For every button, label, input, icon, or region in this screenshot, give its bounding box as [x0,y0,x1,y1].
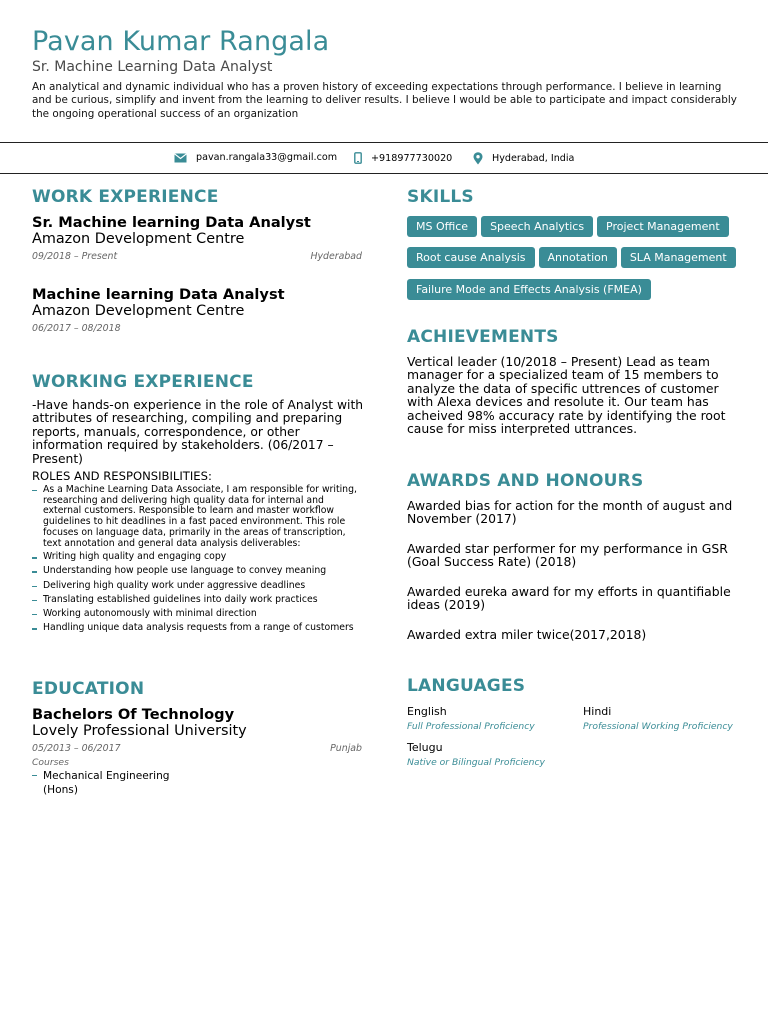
candidate-name: Pavan Kumar Rangala [32,26,330,57]
language-name: Hindi [583,705,612,718]
job-dates: 09/2018 – Present [32,251,118,262]
achievements-heading: ACHIEVEMENTS [407,327,559,347]
school-name: Lovely Professional University [32,723,247,739]
job-meta [32,323,362,334]
languages-heading: LANGUAGES [407,676,526,696]
contact-phone[interactable] [354,152,452,164]
email-text: pavan.rangala33@gmail.com [196,152,338,163]
education-dates: 05/2013 – 06/2017 [32,743,121,754]
list-item: Mechanical Engineering (Hons) [32,770,182,797]
list-item: Handling unique data analysis requests from a range of customers [32,623,362,634]
candidate-title: Sr. Machine Learning Data Analyst [32,59,273,75]
working-experience-heading: WORKING EXPERIENCE [32,372,254,392]
list-item: Working autonomously with minimal direction [32,609,362,620]
skill-tag: Annotation [539,247,617,268]
awards-heading: AWARDS AND HONOURS [407,471,644,491]
list-item: Writing high quality and engaging copy [32,552,362,563]
list-item: As a Machine Learning Data Associate, I am responsible for writing, researching and delivering high quality data for internal and external customers. Responsible to learn and master workflow guidelines to hit deadlines in a fast paced environment. This role focuses on language data, primarily in the areas of transcription, text annotation and general data analysis deliverables: [32,485,362,549]
job-entry [32,214,362,262]
language-level: Native or Bilingual Proficiency [407,757,545,768]
working-experience-text: -Have hands-on experience in the role of Analyst with attributes of researching, compiling and preparing reports, manuals, correspondence, or other information required by stakeholders. (06/2017 – Present) [32,398,364,466]
achievements-text: Vertical leader (10/2018 – Present) Lead as team manager for a specialized team of 15 members to analyze the data of specific uttrences of customer with Alexa devices and resolute it. Our team has acheived 98% accuracy rate by identifying the root cause for miss interpreted uttrances. [407,354,726,437]
language-name: Telugu [407,741,443,754]
language-entry [583,705,733,732]
skill-tag: Project Management [597,216,729,237]
envelope-icon [174,153,187,163]
skills-row [407,279,655,300]
job-company: Amazon Development Centre [32,231,245,247]
award-item: Awarded bias for action for the month of august and November (2017) [407,498,733,527]
job-title: Machine learning Data Analyst [32,286,285,303]
list-item: Understanding how people use language to convey meaning [32,566,362,577]
list-item: Translating established guidelines into daily work practices [32,595,362,606]
contact-location [473,152,574,165]
phone-icon [354,152,362,164]
education-meta [32,743,362,754]
courses-label: Courses [32,757,69,768]
job-title: Sr. Machine learning Data Analyst [32,214,311,231]
skill-tag: SLA Management [621,247,736,268]
job-dates: 06/2017 – 08/2018 [32,323,121,334]
language-entry [407,741,545,768]
resume-header [32,26,744,121]
award-item: Awarded extra miler twice(2017,2018) [407,627,647,642]
skill-tag: Root cause Analysis [407,247,535,268]
roles-list [32,485,362,634]
job-company: Amazon Development Centre [32,303,245,319]
skills-heading: SKILLS [407,187,474,207]
list-item: Delivering high quality work under aggressive deadlines [32,581,362,592]
contact-email[interactable] [174,152,337,163]
education-location: Punjab [330,743,362,754]
education-entry [32,706,362,797]
language-level: Full Professional Proficiency [407,721,535,732]
degree-title: Bachelors Of Technology [32,706,235,723]
language-entry [407,705,535,732]
education-heading: EDUCATION [32,679,145,699]
job-location: Hyderabad [310,251,362,262]
job-entry [32,286,362,334]
location-text: Hyderabad, India [492,153,575,164]
skills-row [407,216,733,237]
roles-heading: ROLES AND RESPONSIBILITIES: [32,469,212,483]
phone-text: +918977730020 [371,152,453,164]
map-pin-icon [473,152,483,165]
skill-tag: Speech Analytics [481,216,593,237]
contact-bar [0,142,768,174]
job-meta [32,251,362,262]
award-item: Awarded eureka award for my efforts in quantifiable ideas (2019) [407,584,731,613]
courses-list [32,770,182,797]
work-experience-heading: WORK EXPERIENCE [32,187,219,207]
summary-text: An analytical and dynamic individual who has a proven history of exceeding expectations through performance. I believe in learning and be curious, simplify and invent from the learning to deliver results. I believe I would be able to participate and impact considerably the ongoing operational success of an organization [32,81,737,120]
language-name: English [407,705,447,718]
skills-row [407,247,740,268]
award-item: Awarded star performer for my performance in GSR (Goal Success Rate) (2018) [407,541,728,570]
skill-tag: Failure Mode and Effects Analysis (FMEA) [407,279,651,300]
skill-tag: MS Office [407,216,477,237]
language-level: Professional Working Proficiency [583,721,733,732]
